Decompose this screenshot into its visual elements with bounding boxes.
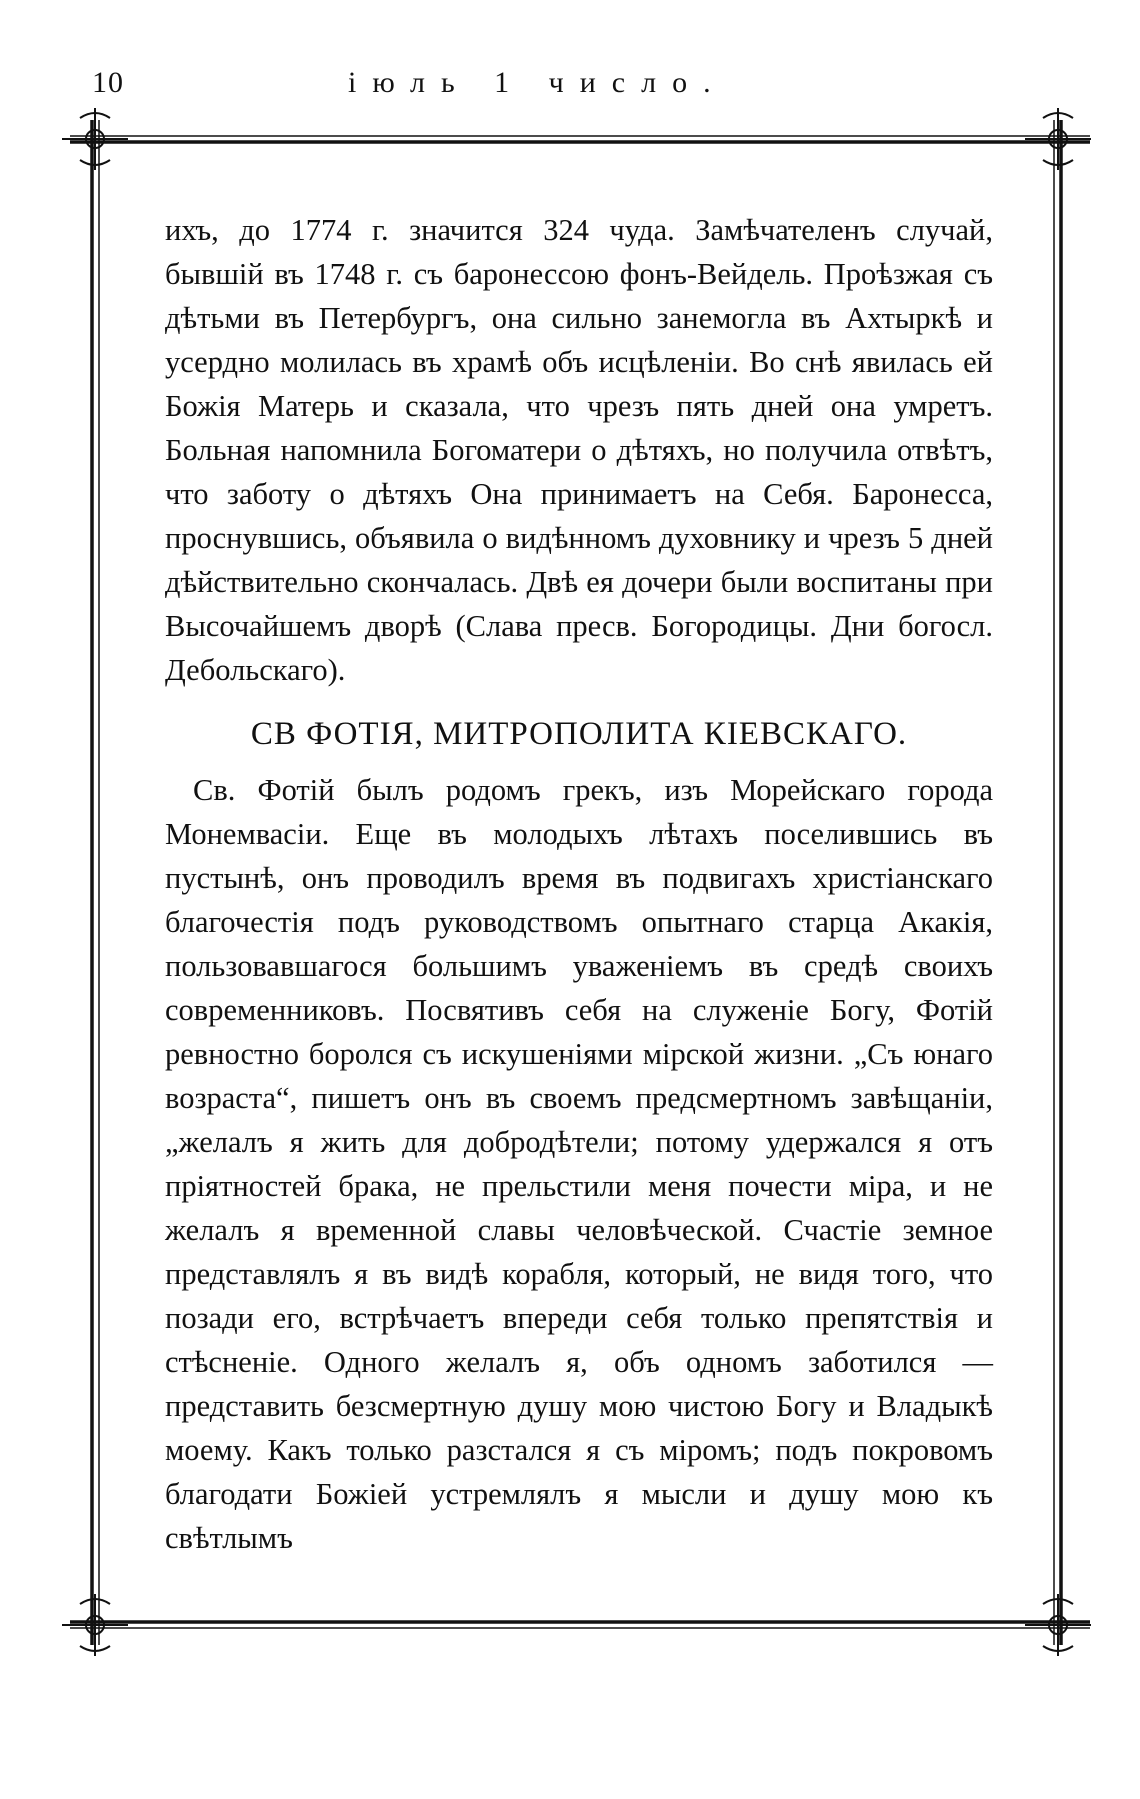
section-paragraph: Св. Фотій былъ родомъ грекъ, изъ Морейскаго города Монемвасіи. Еще въ молодыхъ лѣтахъ поселившись въ пустынѣ, онъ проводилъ время въ подвигахъ христіанскаго благочестія подъ руководствомъ опытнаго старца Акакія, пользовавшагося большимъ уваженіемъ въ средѣ своихъ современниковъ. Посвятивъ себя на служеніе Богу, Фотій ревностно боролся съ искушеніями мірской жизни. „Съ юнаго возраста“, пишетъ онъ въ своемъ предсмертномъ завѣщаніи, „желалъ я жить для добродѣтели; потому удержался я отъ пріятностей брака, не прельстили меня почести міра, и не желалъ я временной славы человѣческой. Счастіе земное представлялъ я въ видѣ корабля, который, не видя того, что позади его, встрѣчаетъ впереди себя только препятствія и стѣсненіе. Одного желалъ я, объ одномъ заботился —представить безсмертную душу мою чистою Богу и Владыкѣ моему. Какъ только разстался я съ міромъ; подъ покровомъ благодати Божіей устремлялъ я мысли и душу мою къ свѣтлымъ <box>165 773 993 1555</box>
corner-ornament-bottom-left <box>62 1594 128 1656</box>
page-number: 10 <box>92 66 124 99</box>
section-title: СВ ФОТІЯ, МИТРОПОЛИТА КІЕВСКАГО. <box>250 716 908 752</box>
corner-ornament-top-right <box>1025 108 1091 170</box>
corner-ornament-top-left <box>62 108 128 170</box>
body-text <box>165 208 993 1560</box>
running-head: іюль 1 число. <box>348 66 727 99</box>
corner-ornament-bottom-right <box>1025 1594 1091 1656</box>
continued-paragraph: ихъ, до 1774 г. значится 324 чуда. Замѣчателенъ случай, бывшій въ 1748 г. съ баронессою фонъ-Вейдель. Проѣзжая съ дѣтьми въ Петербургъ, она сильно занемогла въ Ахтыркѣ и усердно молилась въ храмѣ объ исцѣленіи. Во снѣ явилась ей Божія Матерь и сказала, что чрезъ пять дней она умретъ. Больная напомнила Богоматери о дѣтяхъ, но получила отвѣтъ, что заботу о дѣтяхъ Она принимаетъ на Себя. Баронесса, проснувшись, объявила о видѣнномъ духовнику и чрезъ 5 дней дѣйствительно скончалась. Двѣ ея дочери были воспитаны при Высочайшемъ дворѣ (Слава пресв. Богородицы. Дни богосл. Дебольскаго). <box>165 213 993 687</box>
